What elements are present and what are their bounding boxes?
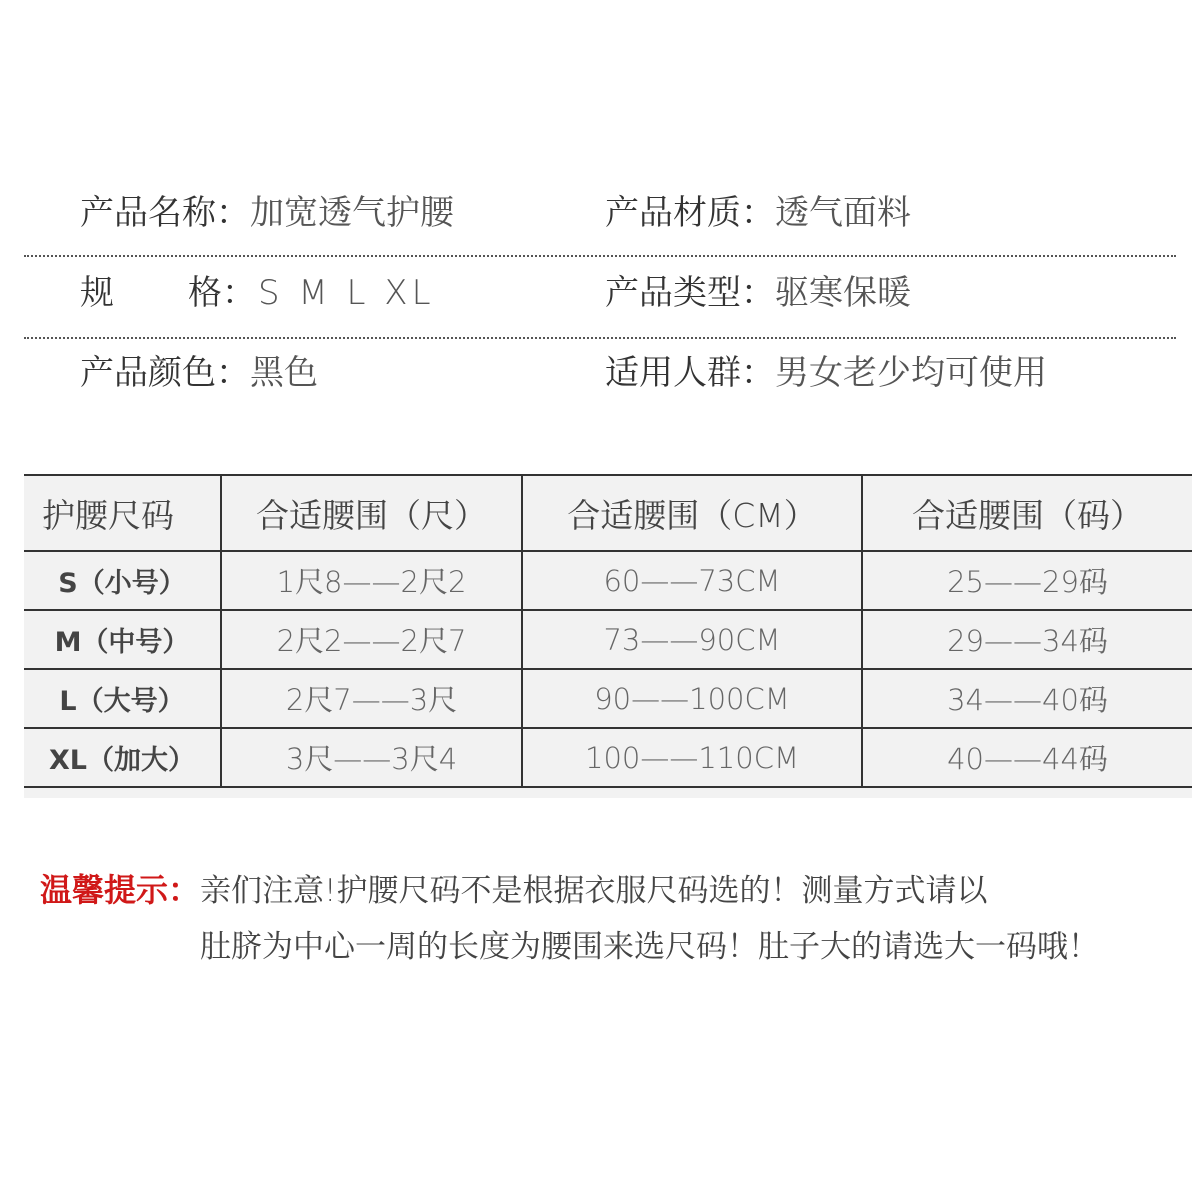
cell-waist-cm: 73——90CM (522, 610, 862, 669)
spec-type-label: 产品类型： (605, 273, 775, 313)
note-line-1 (40, 862, 1170, 919)
table-row (24, 610, 1192, 669)
size-table-container (24, 474, 1192, 798)
table-row (24, 669, 1192, 728)
header-waist-ma: 合适腰围（码） (862, 475, 1192, 551)
tip-line-1: 亲们注意!护腰尺码不是根据衣服尺码选的！测量方式请以 (200, 873, 988, 909)
spec-color-label: 产品颜色： (80, 353, 250, 393)
cell-size: M（中号） (24, 610, 221, 669)
cell-size: S（小号） (24, 551, 221, 610)
cell-waist-chi: 2尺2——2尺7 (221, 610, 522, 669)
cell-waist-chi: 1尺8——2尺2 (221, 551, 522, 610)
spec-audience (605, 343, 1047, 403)
spec-material-label: 产品材质： (605, 193, 775, 233)
header-waist-chi: 合适腰围（尺） (221, 475, 522, 551)
table-row (24, 551, 1192, 610)
spec-row-3 (0, 343, 1200, 403)
spec-type (605, 263, 911, 323)
cell-waist-chi: 2尺7——3尺 (221, 669, 522, 728)
warm-tip-note (40, 862, 1170, 975)
spec-row-2 (0, 263, 1200, 323)
spec-color (80, 343, 318, 403)
spec-size (80, 263, 435, 323)
cell-waist-ma: 40——44码 (862, 728, 1192, 787)
spec-row-1 (0, 183, 1200, 243)
spec-material-value: 透气面料 (775, 193, 911, 233)
header-waist-cm: 合适腰围（CM） (522, 475, 862, 551)
spec-material (605, 183, 911, 243)
cell-waist-ma: 25——29码 (862, 551, 1192, 610)
spec-audience-label: 适用人群： (605, 353, 775, 393)
cell-waist-chi: 3尺——3尺4 (221, 728, 522, 787)
spec-type-value: 驱寒保暖 (775, 273, 911, 313)
header-size: 护腰尺码 (24, 475, 221, 551)
spec-size-value: S M L XL (258, 273, 435, 313)
table-row (24, 728, 1192, 787)
cell-waist-ma: 34——40码 (862, 669, 1192, 728)
spec-name-label: 产品名称： (80, 193, 250, 233)
note-line-2 (40, 919, 1170, 975)
spec-color-value: 黑色 (250, 353, 318, 393)
dotted-divider-2 (24, 337, 1176, 339)
size-table (24, 474, 1192, 788)
cell-waist-cm: 60——73CM (522, 551, 862, 610)
tip-line-2: 肚脐为中心一周的长度为腰围来选尺码！肚子大的请选大一码哦！ (200, 929, 1099, 965)
spec-size-label: 规 格： (80, 273, 256, 313)
cell-waist-cm: 100——110CM (522, 728, 862, 787)
cell-size: L（大号） (24, 669, 221, 728)
table-header-row (24, 475, 1192, 551)
spec-name-value: 加宽透气护腰 (250, 193, 454, 233)
cell-waist-cm: 90——100CM (522, 669, 862, 728)
dotted-divider-1 (24, 255, 1176, 257)
cell-size: XL（加大） (24, 728, 221, 787)
spec-product-name (80, 183, 454, 243)
cell-waist-ma: 29——34码 (862, 610, 1192, 669)
tip-label: 温馨提示： (40, 871, 201, 909)
spec-audience-value: 男女老少均可使用 (775, 353, 1047, 393)
